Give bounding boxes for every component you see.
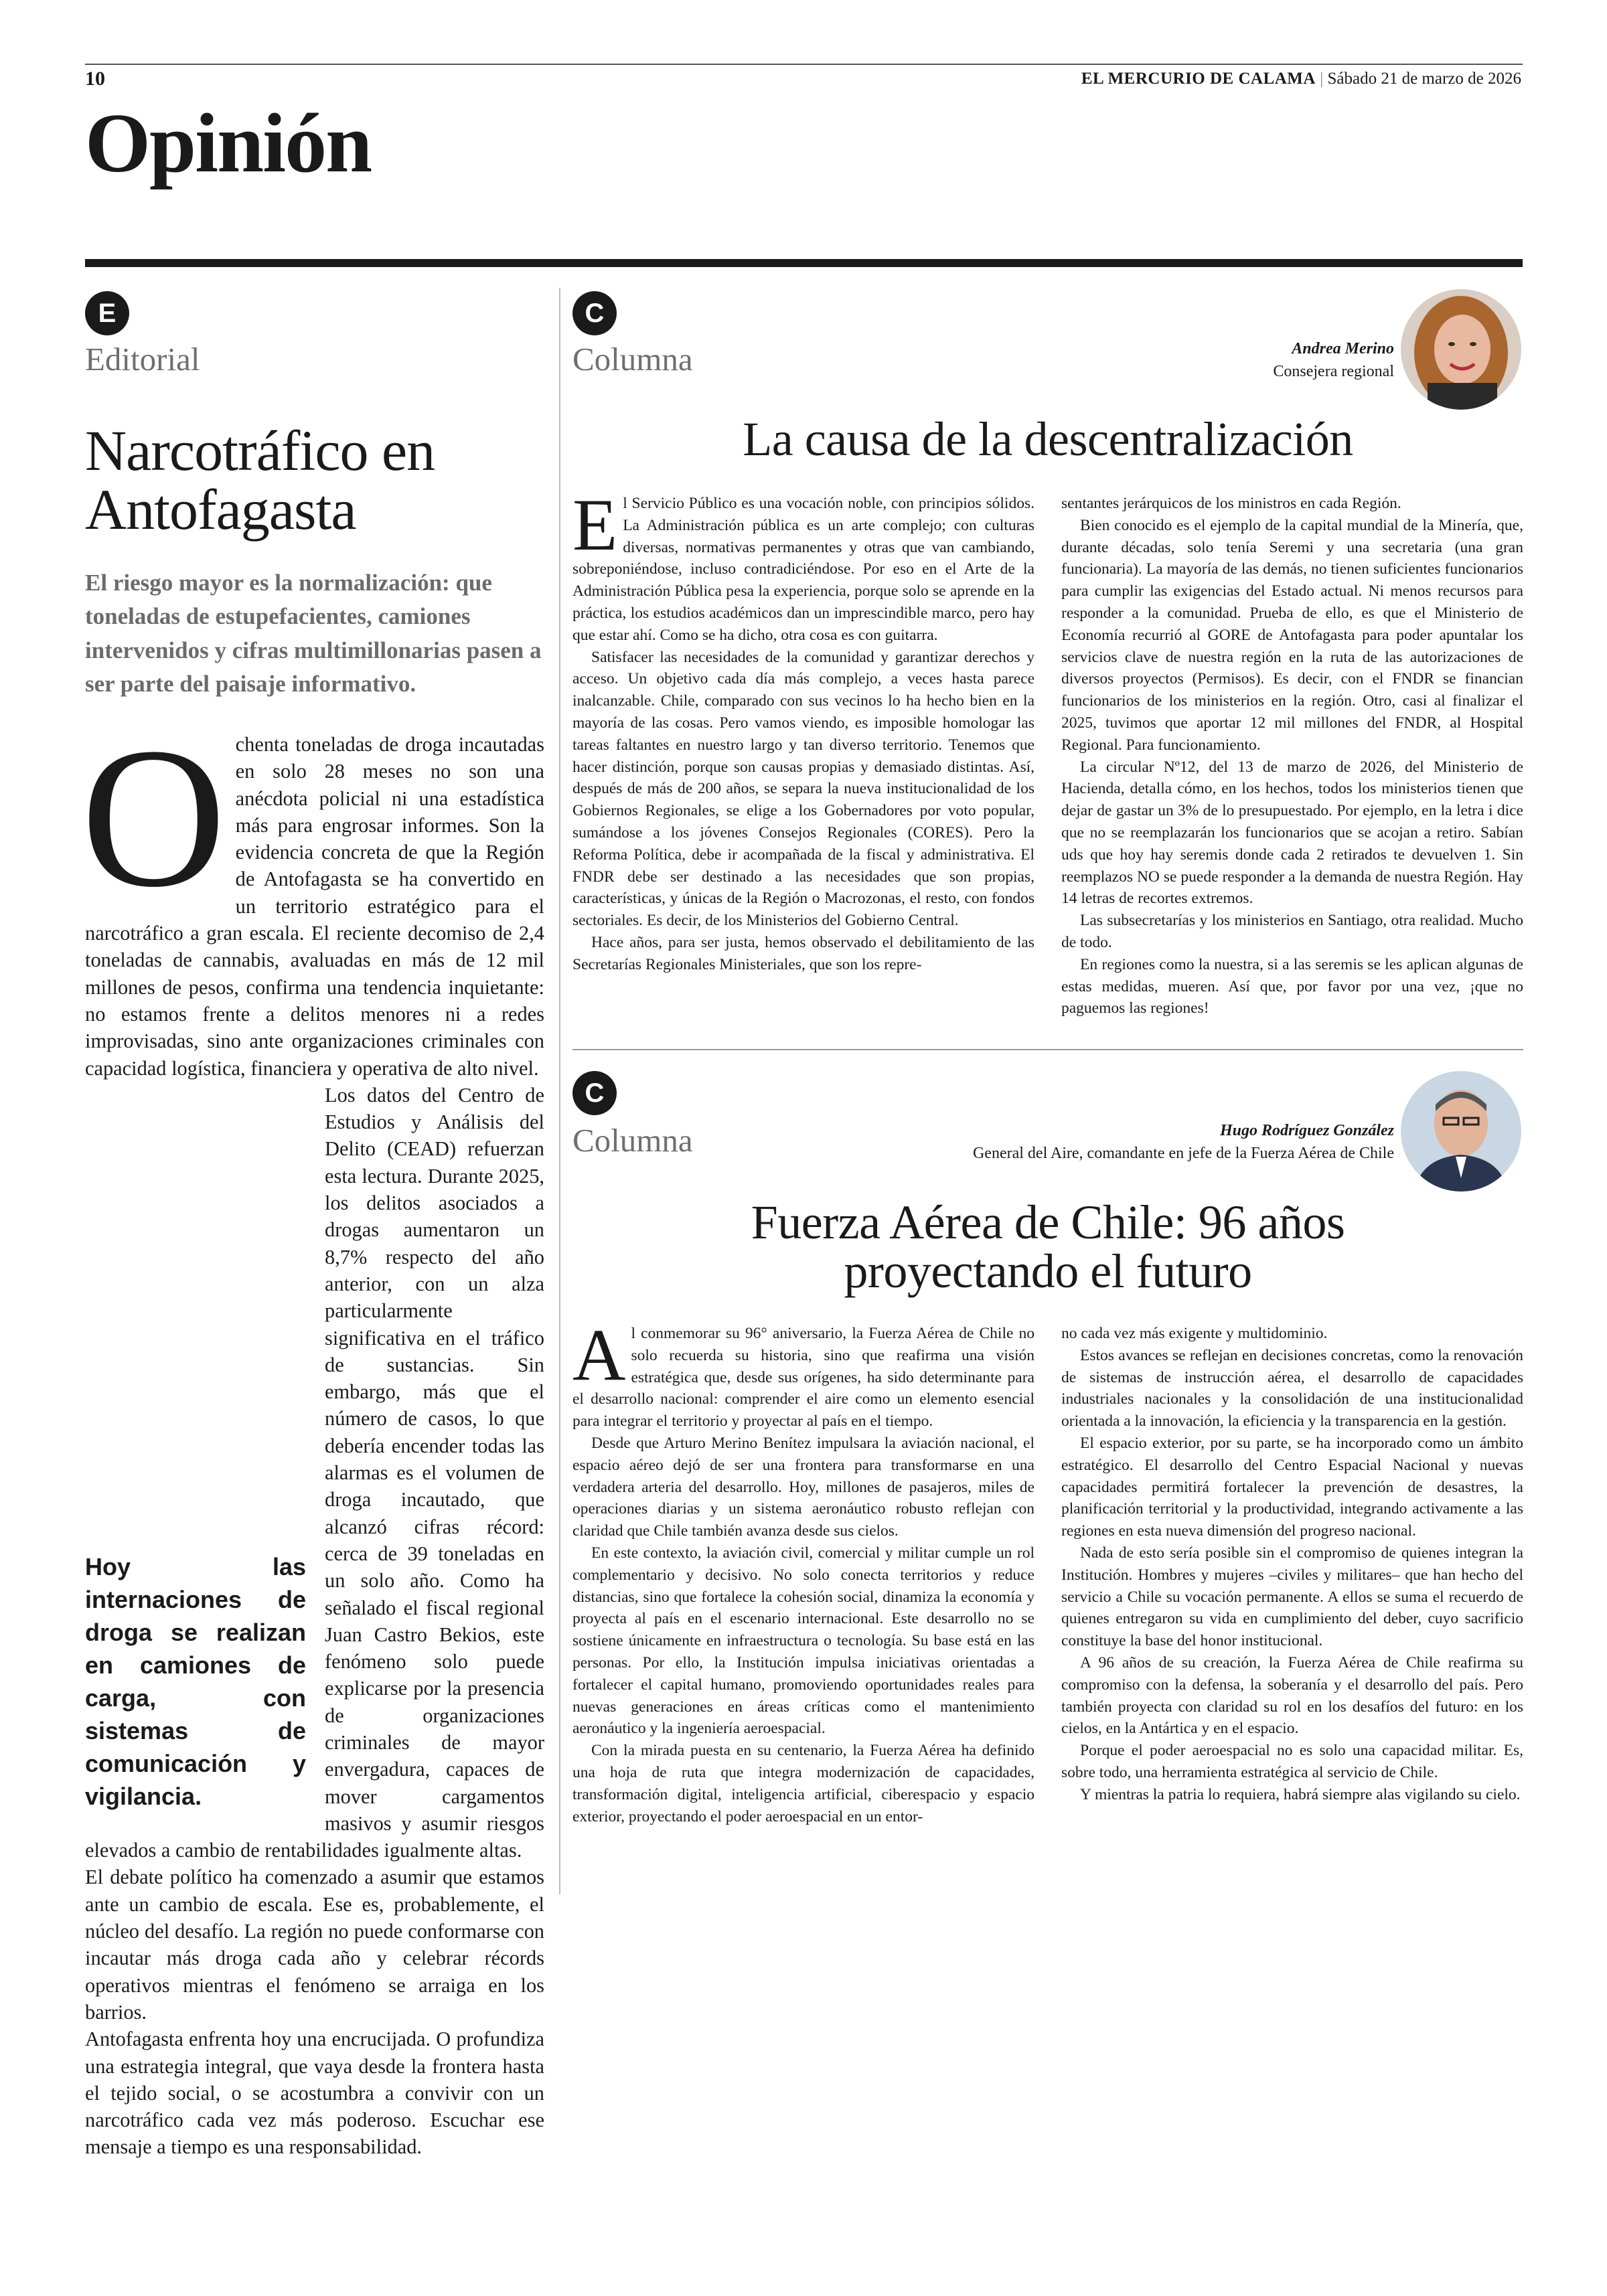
column1-author-name: Andrea Merino: [1292, 340, 1394, 357]
column1-author-avatar: [1401, 289, 1521, 410]
column2-dropcap: A: [572, 1314, 626, 1396]
editorial-paragraph-1: chenta toneladas de droga incautadas en solo 28 meses no son una anécdota policial ni una estadística más para engrosar informes. Son la evidencia concreta de que la Región de Antofagasta se ha convertido en un territorio estratégico para el narcotráfico a gran escala. El reciente decomiso de 2,4 toneladas de cannabis, avaluadas en más de 12 mil millones de pesos, confirma una tendencia inquietante: no estamos frente a delitos menores ni a redes improvisadas, sino ante organizaciones criminales con capacidad logística, financiera y operativa de alto nivel.: [85, 733, 544, 1080]
editorial-paragraph-2: Los datos del Centro de Estudios y Análisis del Delito (CEAD) refuerzan esta lectura. Durante 2025, los delitos asociados a drogas aumentaron un 8,7% respecto del año anterior, con un alza particularmente significativa en el tráfico de sustancias. Sin embargo, más que el número de casos, lo que debería encender todas las alarmas es el volumen de droga incautado, que alcanzó cifras récord: cerca de 39 toneladas en un solo año. Como ha señalado el fiscal regional Juan Castro Bekios, este fenómeno solo puede explicarse por la presencia de organizaciones criminales de mayor envergadura, capaces de mover cargamentos masivos y asumir riesgos elevados a cambio de rentabilidades igualmente altas.: [85, 1083, 544, 1862]
column2-paragraph: Y mientras la patria lo requiera, habrá siempre alas vigilando su cielo.: [1080, 1785, 1521, 1803]
column2-badge: C: [572, 1071, 617, 1115]
column2-headline-line-1: Fuerza Aérea de Chile: 96 años: [751, 1196, 1345, 1249]
column1-right-text: [1061, 493, 1523, 1019]
column2-paragraph: Desde que Arturo Merino Benítez impulsara la aviación nacional, el espacio aéreo dejó de ser una frontera para transformarse en una verdadera arteria del desarrollo. Hoy, millones de pasajeros, miles de operaciones diarias y un sistema aeronáutico robusto reflejan con claridad que Chile también avanza desde sus cielos.: [572, 1434, 1035, 1540]
column2-paragraph: no cada vez más exigente y multidominio.: [1061, 1325, 1328, 1342]
column1-left-text: [572, 484, 1035, 976]
column1-paragraph: En regiones como la nuestra, si a las seremis se les aplican algunas de estas medidas, mueren. Así que, por favor por una vez, ¡que no paguemos las regiones!: [1061, 955, 1523, 1017]
paper-name: EL MERCURIO DE CALAMA: [1081, 70, 1316, 88]
editorial-body: [81, 706, 544, 2161]
column1-dropcap: E: [572, 484, 618, 566]
masthead-separator: |: [1320, 70, 1324, 88]
column2-paragraph: l conmemorar su 96° aniversario, la Fuerza Aérea de Chile no solo recuerda su historia, sino que reafirma una visión estratégica que, desde sus orígenes, ha sido determinante para el desarrollo nacional: comprender el aire como un elemento esencial para integrar el territorio y proyectar al país en el tiempo.: [572, 1325, 1035, 1430]
top-rule: [85, 64, 1523, 65]
editorial-paragraph-4: Antofagasta enfrenta hoy una encrucijada. O profundiza una estrategia integral, que vaya desde la frontera hasta el tejido social, o se acostumbra a convivir con un narcotráfico cada vez más poderoso. Escuchar ese mensaje a tiempo es una responsabilidad.: [85, 2028, 544, 2159]
column1-author-role: Consejera regional: [1273, 363, 1394, 380]
column2-headline: [572, 1198, 1523, 1297]
column1-paragraph: Las subsecretarías y los ministerios en Santiago, otra realidad. Mucho de todo.: [1061, 912, 1523, 951]
column-divider: [559, 288, 560, 1894]
column1-paragraph: Bien conocido es el ejemplo de la capital mundial de la Minería, que, durante décadas, solo tenía Seremi y una secretaria (una gran funcionaria). La mayoría de las demás, no tienen suficientes funcionarios para cumplir las exigencias del Estado actual. Ni menos recursos para responder a la comunidad. Prueba de ello, es que el Ministerio de Economía recurrió al GORE de Antofagasta para poder apuntalar los servicios clave de nuestra región en la ruta de las autorizaciones de diversos proyectos (Permisos). Es decir, con el FNDR se financian funcionarios de los ministerios en la región. Otro, casi al finalizar el 2025, tuvimos que aportar 12 mil millones del FNDR, al Hospital Regional. Para funcionamiento.: [1061, 516, 1523, 754]
column2-paragraph: En este contexto, la aviación civil, comercial y militar cumple un rol complementario y decisivo. No solo conecta territorios y reduce distancias, sino que fortalece la cohesión social, dinamiza la economía y proyecta al país en el escenario internacional. Este desarrollo no se sostiene únicamente en infraestructura o tecnología. Su base está en las personas. Por ello, la Institución impulsa iniciativas orientadas a fortalecer el capital humano, promoviendo oportunidades reales para nuevas generaciones en áreas críticas como el mantenimiento aeronáutico y la ingeniería aeroespacial.: [572, 1544, 1035, 1738]
column2-left-text: [572, 1314, 1035, 1827]
column1-paragraph: l Servicio Público es una vocación noble, con principios sólidos. La Administración pública es un arte complejo; con culturas diversas, normativas permanentes y otras que van cambiando, sobreponiéndose, incluso contradiciéndose. Por eso en el Arte de la Administración Pública pesa la experiencia, porque solo se aprende en la práctica, los estudios académicos dan un imprescindible marco, pero hay que estar ahí. Como se ha dicho, otra cosa es con guitarra.: [572, 495, 1035, 644]
column2-kicker: Columna: [572, 1122, 693, 1159]
column-separator-rule: [572, 1049, 1523, 1050]
section-rule: [85, 259, 1523, 267]
column2-paragraph: Nada de esto sería posible sin el compromiso de quienes integran la Institución. Hombres y mujeres –civiles y militares– que han hecho del servicio a Chile su vocación permanente. A ellos se suma el recuerdo de quienes entregaron su vida en cumplimiento del deber, cuyo sacrificio constituye la base del honor institucional.: [1061, 1544, 1523, 1650]
portrait-photo-icon: [1401, 289, 1521, 410]
column2-paragraph: Con la mirada puesta en su centenario, la Fuerza Aérea ha definido una hoja de ruta que integra modernización de capacidades, transformación digital, inteligencia artificial, ciberespacio y espacio exterior, proyectando el poder aeroespacial en un entor-: [572, 1742, 1035, 1825]
column2-headline-line-2: proyectando el futuro: [844, 1244, 1252, 1299]
column1-badge: C: [572, 291, 617, 335]
masthead: [1081, 70, 1521, 88]
issue-date: Sábado 21 de marzo de 2026: [1327, 70, 1521, 88]
column1-paragraph: sentantes jerárquicos de los ministros en cada Región.: [1061, 495, 1401, 512]
column1-kicker: Columna: [572, 341, 693, 378]
editorial-lead: El riesgo mayor es la normalización: que toneladas de estupefacientes, camiones intervenidos y cifras multimillonarias pasen a ser parte del paisaje informativo.: [85, 570, 542, 698]
column2-paragraph: Estos avances se reflejan en decisiones concretas, como la renovación de sistemas de instrucción aérea, el desarrollo de capacidades industriales nacionales y la consolidación de una institucionalidad orientada a la innovación, la eficiencia y la transparencia en la gestión.: [1061, 1346, 1523, 1430]
section-title: Opinión: [85, 97, 372, 190]
column2-right-text: [1061, 1323, 1523, 1806]
column2-paragraph: El espacio exterior, por su parte, se ha incorporado como un ámbito estratégico. El desarrollo del Centro Espacial Nacional y nuevas capacidades permitirá fortalecer la prevención de desastres, la planificación territorial y la productividad, integrando activamente a las regiones en esta nueva dimensión del progreso nacional.: [1061, 1434, 1523, 1540]
page-number: 10: [85, 68, 105, 90]
column1-paragraph: La circular Nº12, del 13 de marzo de 2026, del Ministerio de Hacienda, detalla cómo, en los hechos, todos los ministerios tienen que dejar de gastar un 3% de lo presupuestado. Por ejemplo, en la letra i dice que no se reemplazarán los funcionarios que se acojan a retiro. Sabían uds que hoy hay seremis donde cada 2 retirados te devuelven 1. Sin reemplazos NO se puede responder a la demanda de nuestra Región. Hay 14 letras de recortes extremos.: [1061, 758, 1523, 908]
editorial-kicker: Editorial: [85, 341, 200, 378]
portrait-photo-icon: [1401, 1071, 1521, 1192]
column1-paragraph: Satisfacer las necesidades de la comunidad y garantizar derechos y acceso. Un objetivo cada día más complejo, a veces hasta parece inalcanzable. Chile, comparado con sus vecinos lo ha hecho bien en la mayoría de las cosas. Pero vamos viendo, es imposible homologar las tareas faltantes en nuestro largo y tan diverso territorio. Tenemos que hacer distinción, porque son causas propias y demasiado distintas. Así, después de más de 200 años, se separa la nueva institucionalidad de los Gobiernos Regionales, se elige a los Gobernadores por voto popular, sumándose a los jóvenes Consejos Regionales (CORES). Pero la Reforma Política, debe ir acompañada de la fiscal y administrativa. El FNDR debe ser destinado a las necesidades que son propias, características, y únicas de la Región o Macrozonas, el resto, con fondos sectoriales. Es decir, de los Ministerios del Gobierno Central.: [572, 648, 1035, 930]
editorial-pullquote: Hoy las internaciones de droga se realizan en camiones de carga, con sistemas de comunicación y vigilancia.: [85, 1552, 306, 1810]
editorial-dropcap: O: [81, 706, 226, 928]
column2-author-avatar: [1401, 1071, 1521, 1192]
editorial-paragraph-3: El debate político ha comenzado a asumir que estamos ante un cambio de escala. Ese es, probablemente, el núcleo del desafío. La región no puede conformarse con incautar más droga cada año y celebrar récords operativos mientras el fenómeno se arraiga en los barrios.: [85, 1866, 544, 2024]
column2-paragraph: Porque el poder aeroespacial no es solo una capacidad militar. Es, sobre todo, una herramienta estratégica al servicio de Chile.: [1061, 1742, 1523, 1781]
column2-author-name: Hugo Rodríguez González: [1219, 1122, 1394, 1139]
editorial-headline: Narcotráfico en Antofagasta: [85, 418, 435, 542]
editorial-badge: E: [85, 291, 129, 335]
column1-headline: La causa de la descentralización: [743, 412, 1353, 466]
column1-paragraph: Hace años, para ser justa, hemos observado el debilitamiento de las Secretarías Regionales Ministeriales, que son los repre-: [572, 933, 1035, 973]
column2-paragraph: A 96 años de su creación, la Fuerza Aérea de Chile reafirma su compromiso con la defensa, la soberanía y el desarrollo del país. Pero también proyecta con claridad su rol en los desafíos del futuro: en los cielos, en la Antártica y en el espacio.: [1061, 1653, 1523, 1738]
column2-author-role: General del Aire, comandante en jefe de la Fuerza Aérea de Chile: [972, 1145, 1394, 1162]
